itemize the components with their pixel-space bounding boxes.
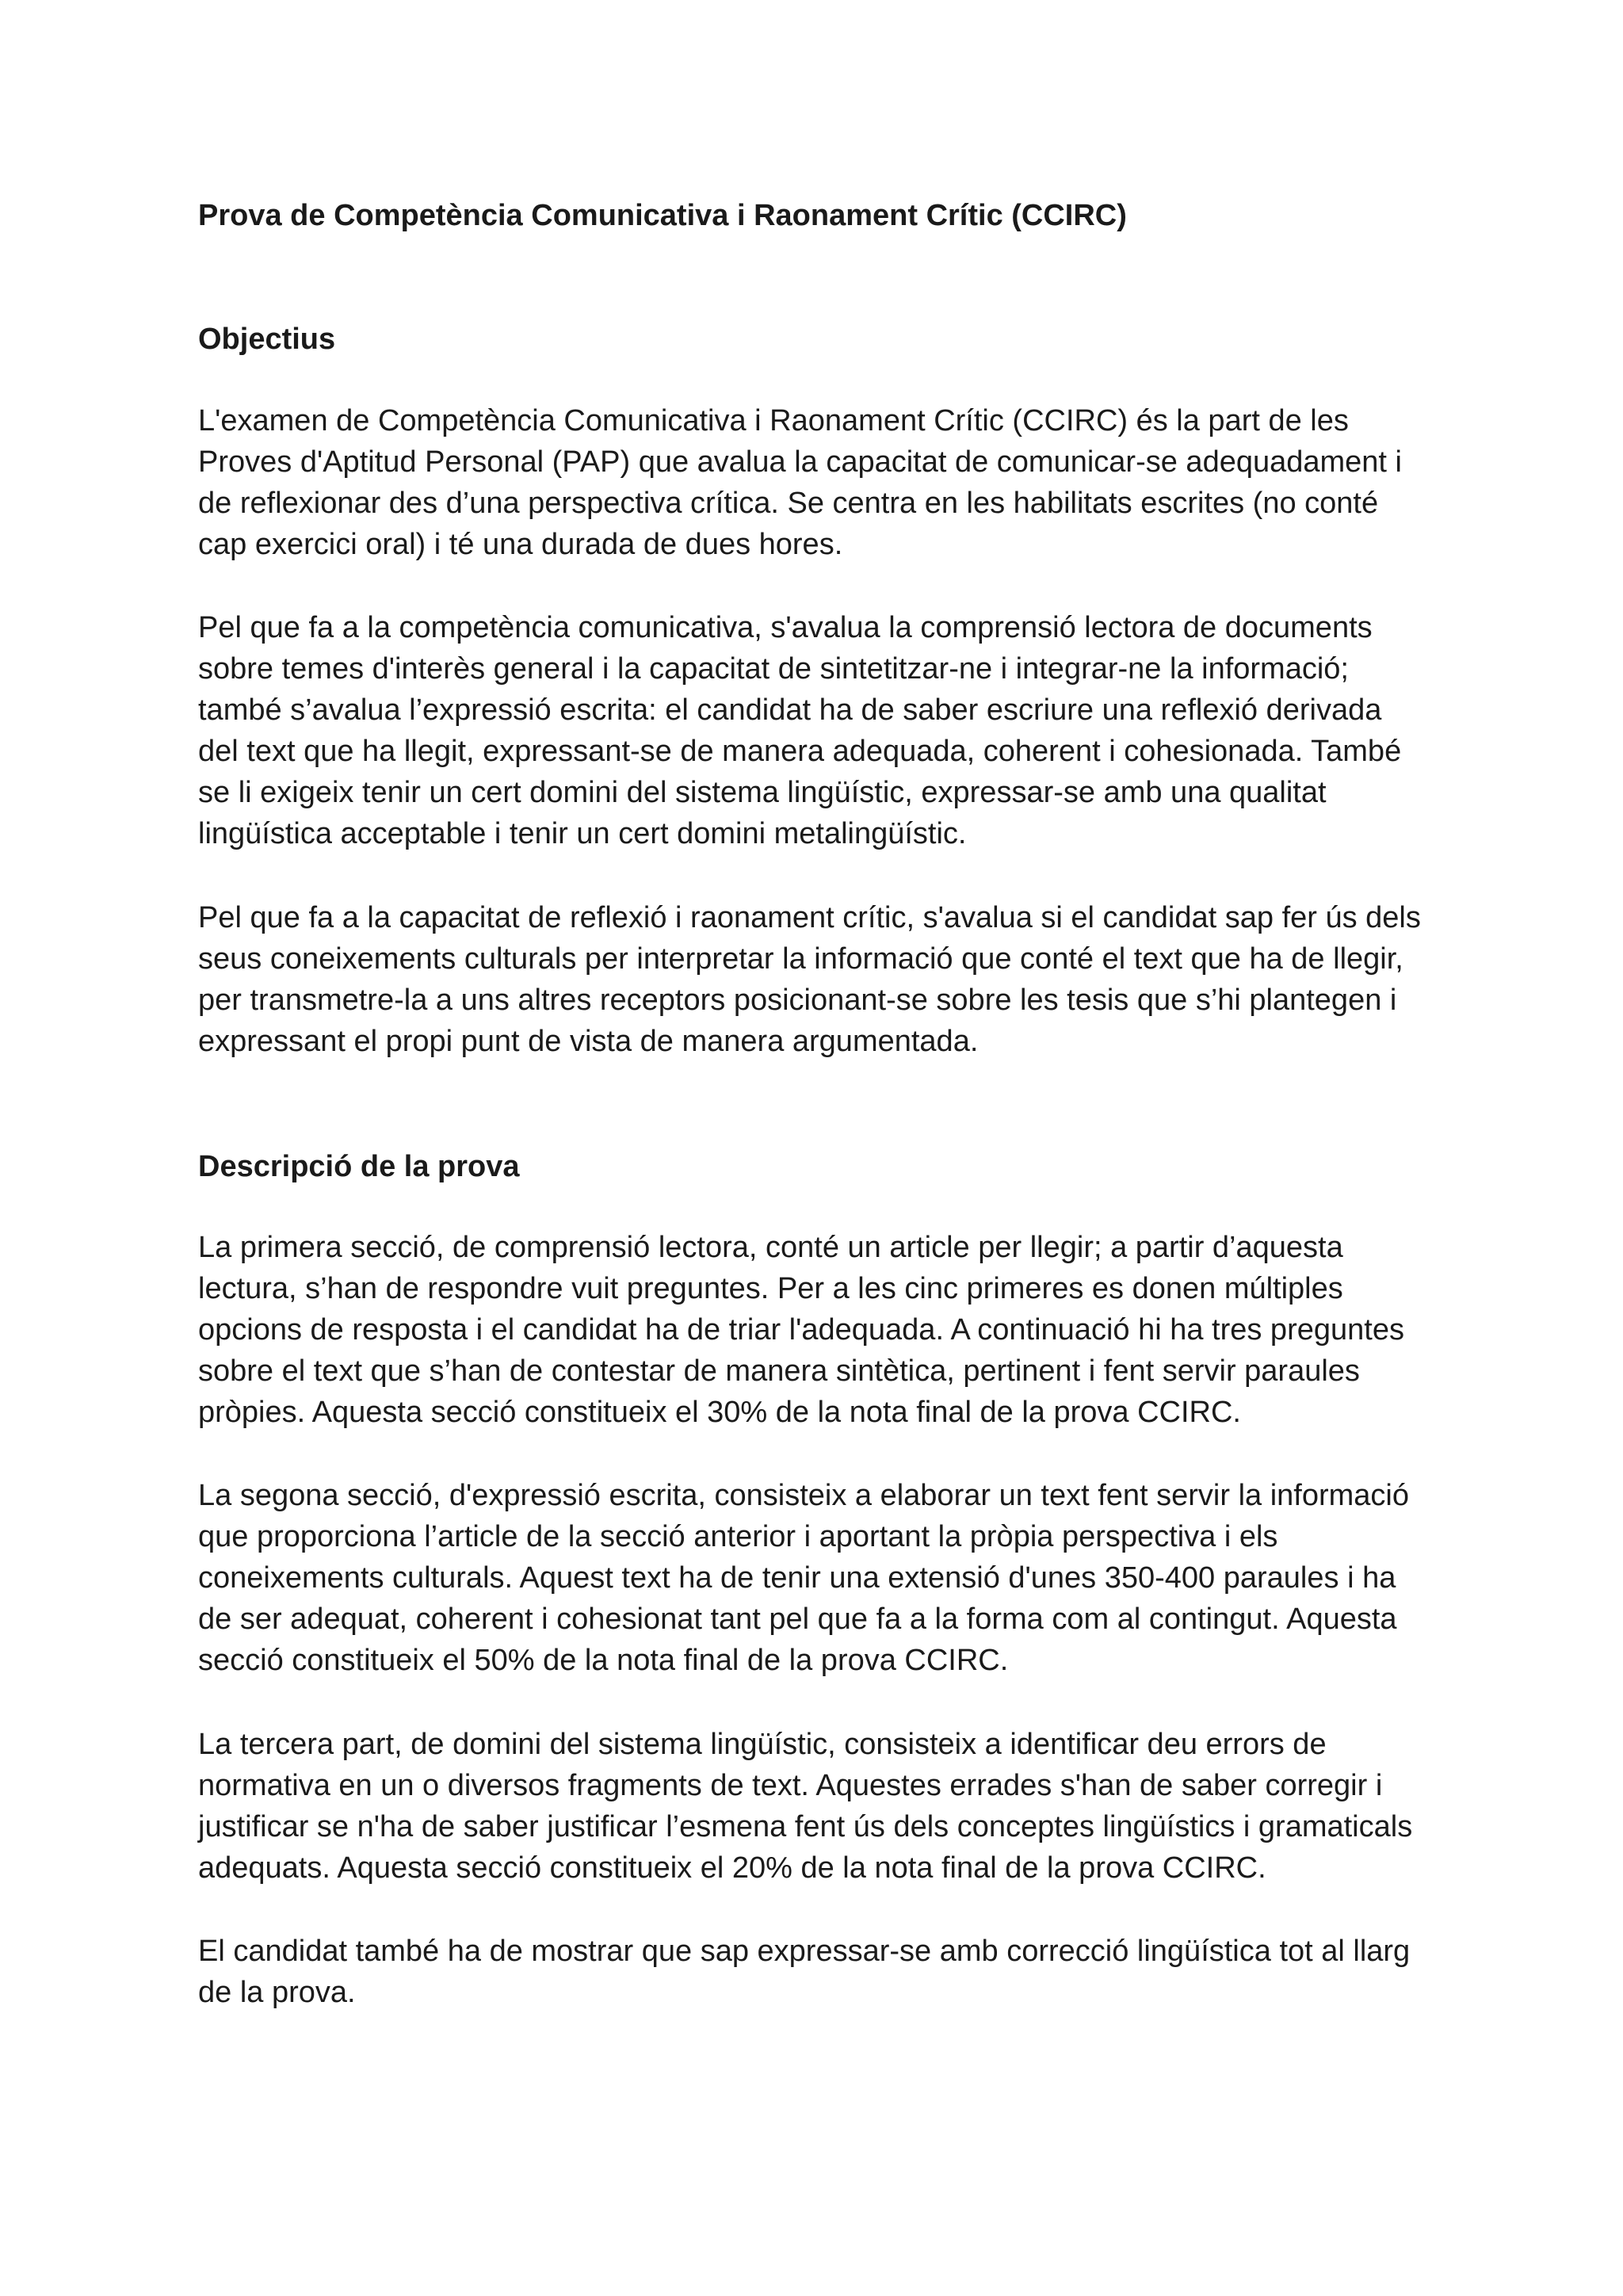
paragraph-line: del text que ha llegit, expressant-se de manera adequada, coherent i cohesionada. També [198,735,1402,768]
paragraph-line: expressant el propi punt de vista de manera argumentada. [198,1025,979,1058]
paragraph-line: L'examen de Competència Comunicativa i Raonament Crític (CCIRC) és la part de les [198,404,1349,437]
paragraph-line: de la prova. [198,1976,356,2009]
paragraph-line: La tercera part, de domini del sistema lingüístic, consisteix a identificar deu errors de [198,1728,1327,1761]
paragraph [198,1931,1442,2013]
paragraph-line: Pel que fa a la competència comunicativa, s'avalua la comprensió lectora de documents [198,611,1373,644]
section-heading-descripcio: Descripció de la prova [198,1150,520,1183]
paragraph-line: Proves d'Aptitud Personal (PAP) que avalua la capacitat de comunicar-se adequadament i [198,445,1402,479]
paragraph-line: lingüística acceptable i tenir un cert domini metalingüístic. [198,817,967,850]
paragraph-line: pròpies. Aquesta secció constitueix el 30% de la nota final de la prova CCIRC. [198,1396,1241,1429]
paragraph-line: coneixements culturals. Aquest text ha de tenir una extensió d'unes 350-400 paraules i ha [198,1561,1396,1595]
section-heading-objectius: Objectius [198,323,336,356]
paragraph-line: de reflexionar des d’una perspectiva crítica. Se centra en les habilitats escrites (no conté [198,487,1379,520]
paragraph-line: cap exercici oral) i té una durada de dues hores. [198,528,843,561]
paragraph-line: adequats. Aquesta secció constitueix el 20% de la nota final de la prova CCIRC. [198,1851,1266,1885]
paragraph [198,897,1442,1062]
paragraph-line: Pel que fa a la capacitat de reflexió i raonament crític, s'avalua si el candidat sap fer ús dels [198,901,1421,934]
paragraph-line: seus coneixements culturals per interpretar la informació que conté el text que ha de llegir, [198,942,1403,976]
paragraph-line: El candidat també ha de mostrar que sap expressar-se amb correcció lingüística tot al llarg [198,1935,1411,1968]
paragraph [198,400,1442,565]
paragraph-line: sobre temes d'interès general i la capacitat de sintetitzar-ne i integrar-ne la informació; [198,652,1349,686]
paragraph-line: se li exigeix tenir un cert domini del sistema lingüístic, expressar-se amb una qualitat [198,776,1327,809]
paragraph-line: La primera secció, de comprensió lectora, conté un article per llegir; a partir d’aquesta [198,1231,1343,1264]
paragraph-line: també s’avalua l’expressió escrita: el candidat ha de saber escriure una reflexió derivada [198,693,1382,727]
paragraph-line: justificar se n'ha de saber justificar l’esmena fent ús dels conceptes lingüístics i gramaticals [198,1810,1413,1843]
paragraph [198,1475,1442,1681]
paragraph-line: per transmetre-la a uns altres receptors posicionant-se sobre les tesis que s’hi plantegen i [198,984,1397,1017]
paragraph-line: secció constitueix el 50% de la nota final de la prova CCIRC. [198,1644,1009,1677]
paragraph-line: lectura, s’han de respondre vuit preguntes. Per a les cinc primeres es donen múltiples [198,1272,1343,1305]
paragraph-line: de ser adequat, coherent i cohesionat tant pel que fa a la forma com al contingut. Aquesta [198,1603,1397,1636]
paragraph-line: normativa en un o diversos fragments de text. Aquestes errades s'han de saber corregir i [198,1769,1383,1802]
document-title: Prova de Competència Comunicativa i Raonament Crític (CCIRC) [198,199,1127,232]
paragraph-line: La segona secció, d'expressió escrita, consisteix a elaborar un text fent servir la informació [198,1479,1409,1512]
paragraph [198,1227,1442,1433]
paragraph [198,607,1442,854]
paragraph [198,1724,1442,1889]
paragraph-line: que proporciona l’article de la secció anterior i aportant la pròpia perspectiva i els [198,1520,1278,1553]
paragraph-line: sobre el text que s’han de contestar de manera sintètica, pertinent i fent servir paraules [198,1354,1360,1388]
paragraph-line: opcions de resposta i el candidat ha de triar l'adequada. A continuació hi ha tres preguntes [198,1313,1404,1347]
